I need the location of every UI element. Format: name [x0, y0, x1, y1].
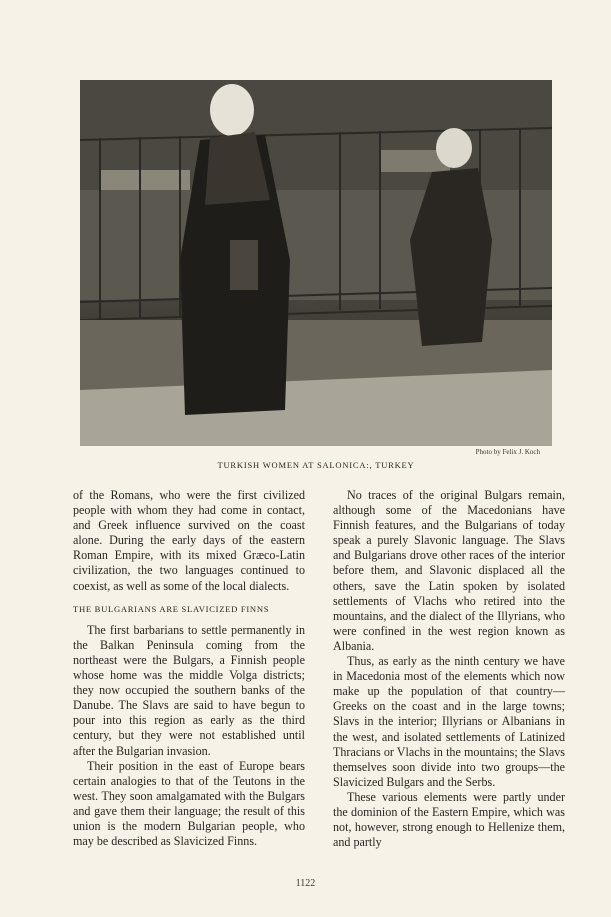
- photograph: [80, 80, 552, 446]
- paragraph: Their position in the east of Europe bears certain analogies to that of the Teutons in the west. They soon amalgamated with the Bulgars and gave them their language; the result of this union is the modern Bulgarian people, who may be described as Slavicized Finns.: [73, 758, 305, 849]
- paragraph: The first barbarians to settle permanently in the Balkan Peninsula coming from the northeast were the Bulgars, a Finnish people whose home was the middle Volga districts; they now occupied the southern banks of the Danube. The Slavs are said to have begun to pour into this region as early as the third century, but they were not established until after the Bulgarian invasion.: [73, 622, 305, 758]
- page-number: 1122: [295, 878, 316, 889]
- paragraph: Thus, as early as the ninth century we have in Macedonia most of the elements which now make up the population of that country—Greeks on the coast and in the large towns; Slavs in the interior; Illyrians or Albanians in the west, and isolated settlements of Latinized Thracians or Vlachs in the mountains; the Slavs themselves soon divide into two groups—the Slavicized Bulgars and the Serbs.: [333, 654, 565, 789]
- photo-caption: TURKISH WOMEN AT SALONICA:, TURKEY: [217, 460, 415, 470]
- photo-credit: Photo by Felix J. Koch: [475, 448, 540, 456]
- left-column: [73, 488, 305, 849]
- photo-illustration: [80, 80, 552, 446]
- paragraph: No traces of the original Bulgars remain, although some of the Macedonians have Finnish features, and the Bulgarians of today speak a purely Slavonic language. The Slavs and Bulgarians drove other races of the interior before them, and Slavonic displaced all the others, save the Latin spoken by isolated settlements of Vlachs who retired into the mountains, and the dialect of the Illyrians, who were confined in the west region known as Albania.: [333, 488, 565, 653]
- section-subhead: THE BULGARIANS ARE SLAVICIZED FINNS: [73, 603, 270, 614]
- right-column: [333, 488, 565, 850]
- paragraph: These various elements were partly under the dominion of the Eastern Empire, which was not, however, strong enough to Hellenize them, and partly: [333, 789, 565, 850]
- paragraph: of the Romans, who were the first civilized people with whom they had come in contact, and Greek influence survived on the coast alone. During the early days of the eastern Roman Empire, with its mixed Græco-Latin civilization, the two languages continued to coexist, as well as some of the local dialects.: [73, 488, 305, 593]
